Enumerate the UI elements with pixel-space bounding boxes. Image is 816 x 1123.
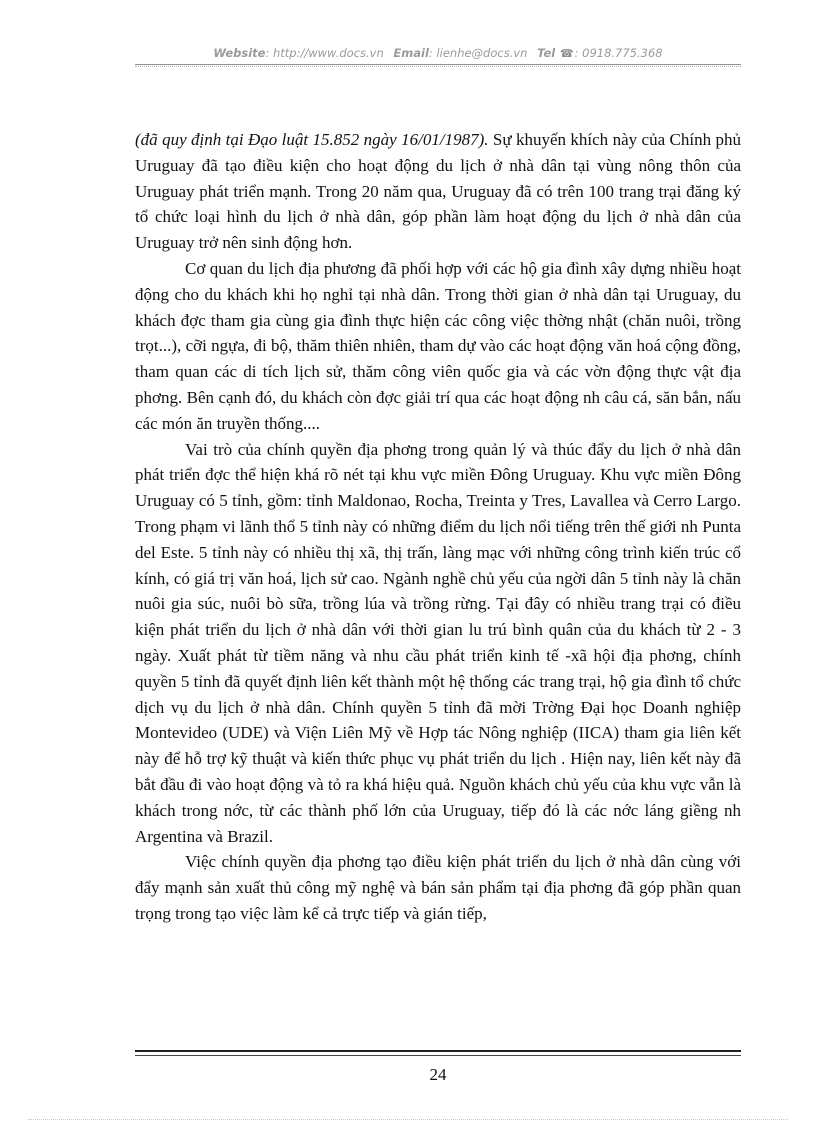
tel-value: : 0918.775.368 (574, 46, 663, 60)
website-value: : http://www.docs.vn (265, 46, 384, 60)
footer-divider-thin (135, 1055, 741, 1056)
email-value: : lienhe@docs.vn (428, 46, 528, 60)
paragraph: Việc chính quyền địa phơng tạo điều kiện phát triển du lịch ở nhà dân cùng với đẩy mạnh sản xuất thủ công mỹ nghệ và bán sản phẩm tại địa phơng đã góp phần quan trọng trong tạo việc làm kể cả trực tiếp và gián tiếp, (135, 852, 741, 923)
header-divider (135, 64, 741, 65)
tel-label: Tel (537, 46, 556, 60)
paragraph (135, 127, 741, 256)
paragraph: Vai trò của chính quyền địa phơng trong quản lý và thúc đẩy du lịch ở nhà dân phát triển đợc thể hiện khá rõ nét tại khu vực miền Đông Uruguay. Khu vực miền Đông Uruguay có 5 tỉnh, gồm: tỉnh Maldonao, Rocha, Treinta y Tres, Lavallea và Cerro Largo. Trong phạm vi lãnh thổ 5 tỉnh này có những điểm du lịch nổi tiếng trên thế giới nh Punta del Este. 5 tỉnh này có nhiều thị xã, thị trấn, làng mạc với những công trình kiến trúc cổ kính, có giá trị văn hoá, lịch sử cao. Ngành nghề chủ yếu của ngời dân 5 tỉnh này là chăn nuôi gia súc, nuôi bò sữa, trồng lúa và trồng rừng. Tại đây có nhiều trang trại có điều kiện phát triển du lịch ở nhà dân với thời gian lu trú bình quân của du khách từ 2 - 3 ngày. Xuất phát từ tiềm năng và nhu cầu phát triển kinh tế -xã hội địa phơng, chính quyền 5 tỉnh đã quyết định liên kết thành một hệ thống các trang trại, hộ gia đình tổ chức dịch vụ du lịch ở nhà dân. Chính quyền 5 tỉnh đã mời Trờng Đại học Doanh nghiệp Montevideo (UDE) và Viện Liên Mỹ về Hợp tác Nông nghiệp (IICA) tham gia liên kết này để hỗ trợ kỹ thuật và kiến thức phục vụ phát triển du lịch . Hiện nay, liên kết này đã bắt đầu đi vào hoạt động và tỏ ra khá hiệu quả. Nguồn khách chủ yếu của khu vực vẫn là khách trong nớc, từ các thành phố lớn của Uruguay, tiếp đó là các nớc láng giềng nh Argentina và Brazil. (135, 439, 741, 846)
paragraph-italic-lead: (đã quy định tại Đạo luật 15.852 ngày 16/01/1987). (135, 130, 489, 149)
phone-icon: ☎ (559, 47, 574, 60)
page-number: 24 (429, 1065, 447, 1084)
body-text (135, 127, 741, 927)
page-bottom-dotted-edge (28, 1119, 788, 1120)
website-label: Website (213, 46, 266, 60)
footer-divider-thick (135, 1050, 741, 1052)
header-divider-dotted (135, 66, 741, 67)
page-header (135, 46, 741, 60)
paragraph: Cơ quan du lịch địa phương đã phối hợp với các hộ gia đình xây dựng nhiều hoạt động cho du khách khi họ nghỉ tại nhà dân. Trong thời gian ở nhà dân tại Uruguay, du khách đợc tham gia cùng gia đình thực hiện các công việc thờng nhật (chăn nuôi, trồng trọt...), cỡi ngựa, đi bộ, thăm thiên nhiên, tham dự vào các hoạt động văn hoá cộng đồng, tham quan các di tích lịch sử, thăm công viên quốc gia và các vờn động thực vật địa phơng. Bên cạnh đó, du khách còn đợc giải trí qua các hoạt động nh câu cá, săn bắn, nấu các món ăn truyền thống.... (135, 258, 741, 433)
email-label: Email (393, 46, 429, 60)
paragraph-text: Sự khuyến khích này của Chính phủ Uruguay đã tạo điều kiện cho hoạt động du lịch ở nhà dân tại vùng nông thôn của Uruguay phát triển mạnh. Trong 20 năm qua, Uruguay đã có trên 100 trang trại đăng ký tổ chức loại hình du lịch ở nhà dân, góp phần làm hoạt động du lịch ở nhà dân của Uruguay trở nên sinh động hơn. (135, 130, 741, 253)
